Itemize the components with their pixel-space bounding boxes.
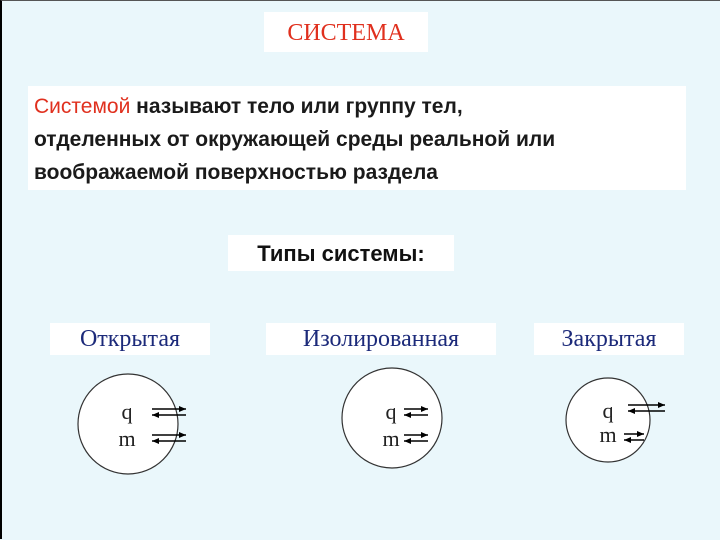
definition-line-3: воображаемой поверхностью раздела <box>34 161 438 184</box>
isolated-m-symbol: m <box>382 426 400 451</box>
closed-q-symbol: q <box>602 398 614 423</box>
open-system-boundary <box>78 374 178 474</box>
slide-title: СИСТЕМА <box>264 12 428 52</box>
closed-system-label: Закрытая <box>534 323 684 355</box>
closed-m-symbol: m <box>599 422 617 447</box>
definition-term: Системой <box>34 95 131 118</box>
open-system-label: Открытая <box>50 323 210 355</box>
isolated-q-symbol: q <box>385 399 397 424</box>
open-m-symbol: m <box>118 426 136 451</box>
types-heading: Типы системы: <box>228 235 454 271</box>
open-q-symbol: q <box>121 399 133 424</box>
definition-text-1: называют тело или группу тел, <box>130 95 463 118</box>
isolated-system-label: Изолированная <box>266 323 496 355</box>
definition-line-2: отделенных от окружающей среды реальной или <box>34 128 556 151</box>
